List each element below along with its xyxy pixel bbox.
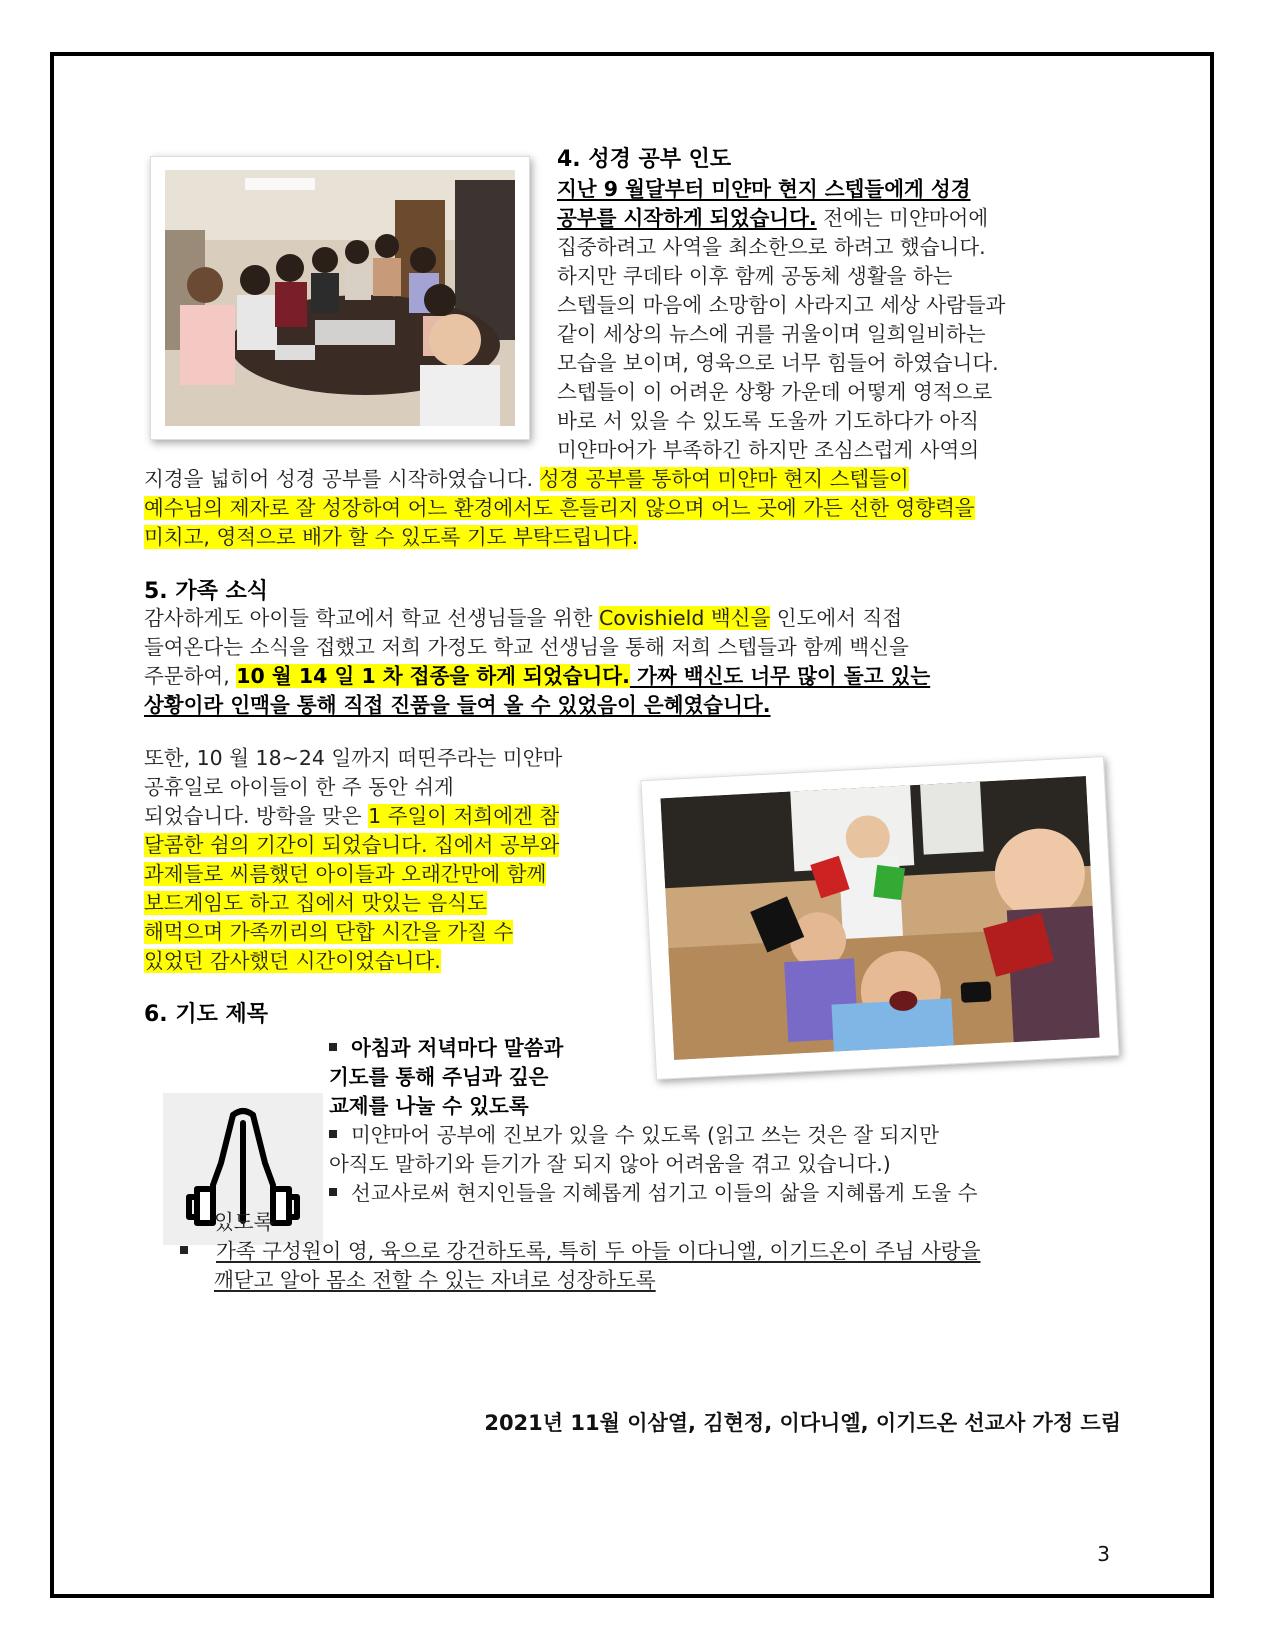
section5-text: 주문하여,	[144, 664, 237, 688]
prayer-item-2	[329, 1121, 939, 1151]
prayer-item-text: 선교사로써 현지인들을 지혜롭게 섬기고 이들의 삶을 지혜롭게 도울 수	[351, 1181, 978, 1205]
section5-line	[144, 662, 930, 692]
section4-line: 스텝들이 이 어려운 상황 가운데 어떻게 영적으로	[557, 380, 993, 404]
section5-line	[144, 604, 902, 634]
section5-p2-line	[144, 860, 546, 890]
section4-line: 집중하려고 사역을 최소한으로 하려고 했습니다.	[557, 235, 986, 259]
bible-study-photo	[150, 156, 530, 440]
section5-text: 인도에서 직접	[770, 606, 903, 630]
section5-highlight: 1 주일이 저희에겐 참	[368, 804, 560, 828]
section4-line: 같이 세상의 뉴스에 귀를 귀울이며 일희일비하는	[557, 322, 986, 346]
section4-highlight: 예수님의 제자로 잘 성장하여 어느 환경에서도 흔들리지 않으며 어느 곳에 가든 선한 영향력을	[144, 496, 975, 520]
prayer-item-3	[329, 1179, 977, 1209]
prayer-item-1	[329, 1034, 563, 1064]
page-number: 3	[1097, 1542, 1110, 1566]
family-game-photo	[640, 756, 1119, 1080]
prayer-item-4	[180, 1237, 981, 1267]
section6-heading: 6. 기도 제목	[144, 1002, 268, 1027]
bible-study-image	[165, 170, 515, 426]
section5-p2-line	[144, 802, 559, 832]
section4-line: 하지만 쿠데타 이후 함께 공동체 생활을 하는	[557, 264, 953, 288]
section5-highlight: 달콤한 쉼의 기간이 되었습니다. 집에서 공부와	[144, 833, 560, 857]
section5-highlight: 보드게임도 하고 집에서 맛있는 음식도	[144, 891, 487, 915]
section4-line: 미얀마어가 부족하긴 하지만 조심스럽게 사역의	[557, 438, 980, 462]
prayer-item-2-cont: 아직도 말하기와 듣기가 잘 되지 않아 어려움을 겪고 있습니다.)	[329, 1152, 891, 1176]
section4-highlight: 미치고, 영적으로 배가 할 수 있도록 기도 부탁드립니다.	[144, 525, 639, 549]
section5-line: 들여온다는 소식을 접했고 저희 가정도 학교 선생님을 통해 저희 스텝들과 함께 백신을	[144, 635, 909, 659]
section5-heading: 5. 가족 소식	[144, 579, 268, 604]
section5-highlight: 과제들로 씨름했던 아이들과 오래간만에 함께	[144, 862, 547, 886]
section5-line: 상황이라 인맥을 통해 직접 진품을 들여 올 수 있었음이 은혜였습니다.	[144, 693, 771, 717]
section4-text: 전에는 미얀마어에	[816, 206, 989, 230]
section5-p2-line	[144, 831, 559, 861]
section5-text: 감사하게도 아이들 학교에서 학교 선생님들을 위한	[144, 606, 599, 630]
section4-line	[144, 523, 638, 553]
section5-highlight: 있었던 감사했던 시간이었습니다.	[144, 949, 441, 973]
prayer-item-1-cont: 기도를 통해 주님과 깊은	[329, 1065, 549, 1089]
bullet-icon	[329, 1130, 337, 1138]
bullet-icon	[329, 1188, 337, 1196]
section5-p2-line	[144, 889, 487, 919]
section5-p2-line	[144, 947, 441, 977]
section5-highlight: Covishield 백신을	[598, 606, 771, 630]
section5-highlight: 10 월 14 일 1 차 접종을 하게 되었습니다.	[236, 664, 630, 688]
prayer-item-text: 미얀마어 공부에 진보가 있을 수 있도록 (읽고 쓰는 것은 잘 되지만	[351, 1123, 940, 1147]
section5-text: 되었습니다. 방학을 맞은	[144, 804, 369, 828]
section5-p2-line: 공휴일로 아이들이 한 주 동안 쉬게	[144, 775, 454, 799]
section4-text: 지경을 넓히어 성경 공부를 시작하였습니다.	[144, 467, 540, 491]
section5-bold-text: 가짜 백신도 너무 많이 돌고 있는	[629, 664, 931, 688]
signature: 2021년 11월 이삼열, 김현정, 이다니엘, 이기드온 선교사 가정 드림	[484, 1411, 1121, 1435]
prayer-item-1-cont: 교제를 나눌 수 있도록	[329, 1094, 529, 1118]
section5-p2-line	[144, 918, 513, 948]
bullet-icon	[180, 1246, 188, 1254]
section4-line	[557, 204, 988, 234]
section4-line: 모습을 보이며, 영육으로 너무 힘들어 하였습니다.	[557, 351, 999, 375]
section4-line: 바로 서 있을 수 있도록 도울까 기도하다가 아직	[557, 409, 979, 433]
prayer-item-3-cont: 있도록	[214, 1210, 274, 1234]
section4-line: 스텝들의 마음에 소망함이 사라지고 세상 사람들과	[557, 293, 1006, 317]
bullet-icon	[329, 1043, 337, 1051]
prayer-item-text: 아침과 저녁마다 말씀과	[351, 1036, 564, 1060]
section5-p2-line: 또한, 10 월 18~24 일까지 떠띤주라는 미얀마	[144, 746, 563, 770]
family-game-image	[660, 776, 1099, 1060]
prayer-item-4-cont: 깨닫고 알아 몸소 전할 수 있는 자녀로 성장하도록	[214, 1268, 656, 1292]
section4-line: 지난 9 월달부터 미얀마 현지 스텝들에게 성경	[557, 177, 971, 201]
section4-line	[144, 494, 975, 524]
section5-highlight: 해먹으며 가족끼리의 단합 시간을 가질 수	[144, 920, 514, 944]
section4-line	[144, 465, 909, 495]
section4-heading: 4. 성경 공부 인도	[557, 147, 732, 172]
section4-bold-text: 공부를 시작하게 되었습니다.	[557, 206, 817, 230]
prayer-item-text: 가족 구성원이 영, 육으로 강건하도록, 특히 두 아들 이다니엘, 이기드온이 주님 사랑을	[216, 1239, 981, 1263]
section4-highlight: 성경 공부를 통하여 미얀마 현지 스텝들이	[539, 467, 909, 491]
